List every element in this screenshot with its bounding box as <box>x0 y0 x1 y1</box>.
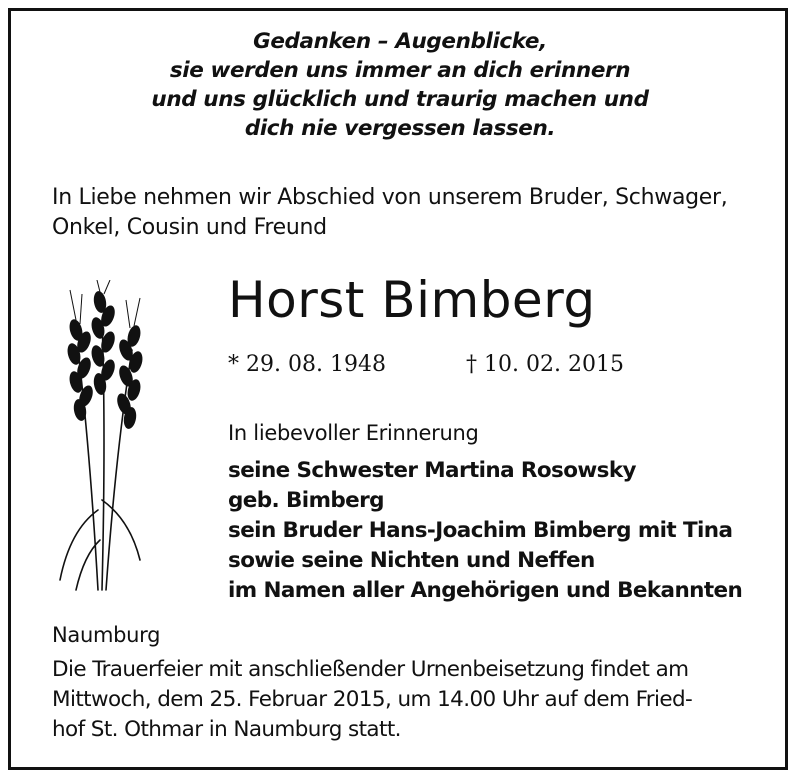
mourners-list <box>228 456 742 606</box>
birth-date: * 29. 08. 1948 <box>228 352 386 377</box>
funeral-details <box>52 655 772 745</box>
mourner-line: geb. Bimberg <box>228 488 384 513</box>
mourner-line: im Namen aller Angehörigen und Bekannten <box>228 578 743 603</box>
place-name: Naumburg <box>52 623 161 647</box>
funeral-line: Die Trauerfeier mit anschließender Urnenbeisetzung findet am <box>52 657 689 682</box>
wheat-ears-icon <box>40 280 160 600</box>
poem <box>0 27 800 143</box>
mourner-line: sein Bruder Hans-Joachim Bimberg mit Tina <box>228 518 733 543</box>
poem-line: Gedanken – Augenblicke, <box>253 29 547 54</box>
memory-intro: In liebevoller Erinnerung <box>228 421 479 445</box>
farewell-intro <box>52 183 772 243</box>
intro-line: Onkel, Cousin und Freund <box>52 215 327 240</box>
poem-line: und uns glücklich und traurig machen und <box>151 87 649 112</box>
mourner-line: sowie seine Nichten und Neffen <box>228 548 595 573</box>
funeral-line: hof St. Othmar in Naumburg statt. <box>52 717 401 742</box>
poem-line: sie werden uns immer an dich erinnern <box>169 58 631 83</box>
mourner-line: seine Schwester Martina Rosowsky <box>228 458 636 483</box>
deceased-name: Horst Bimberg <box>228 271 596 329</box>
funeral-line: Mittwoch, dem 25. Februar 2015, um 14.00 Uhr auf dem Fried- <box>52 687 693 712</box>
poem-line: dich nie vergessen lassen. <box>244 116 556 141</box>
intro-line: In Liebe nehmen wir Abschied von unserem Bruder, Schwager, <box>52 185 728 210</box>
death-date: † 10. 02. 2015 <box>466 352 624 377</box>
